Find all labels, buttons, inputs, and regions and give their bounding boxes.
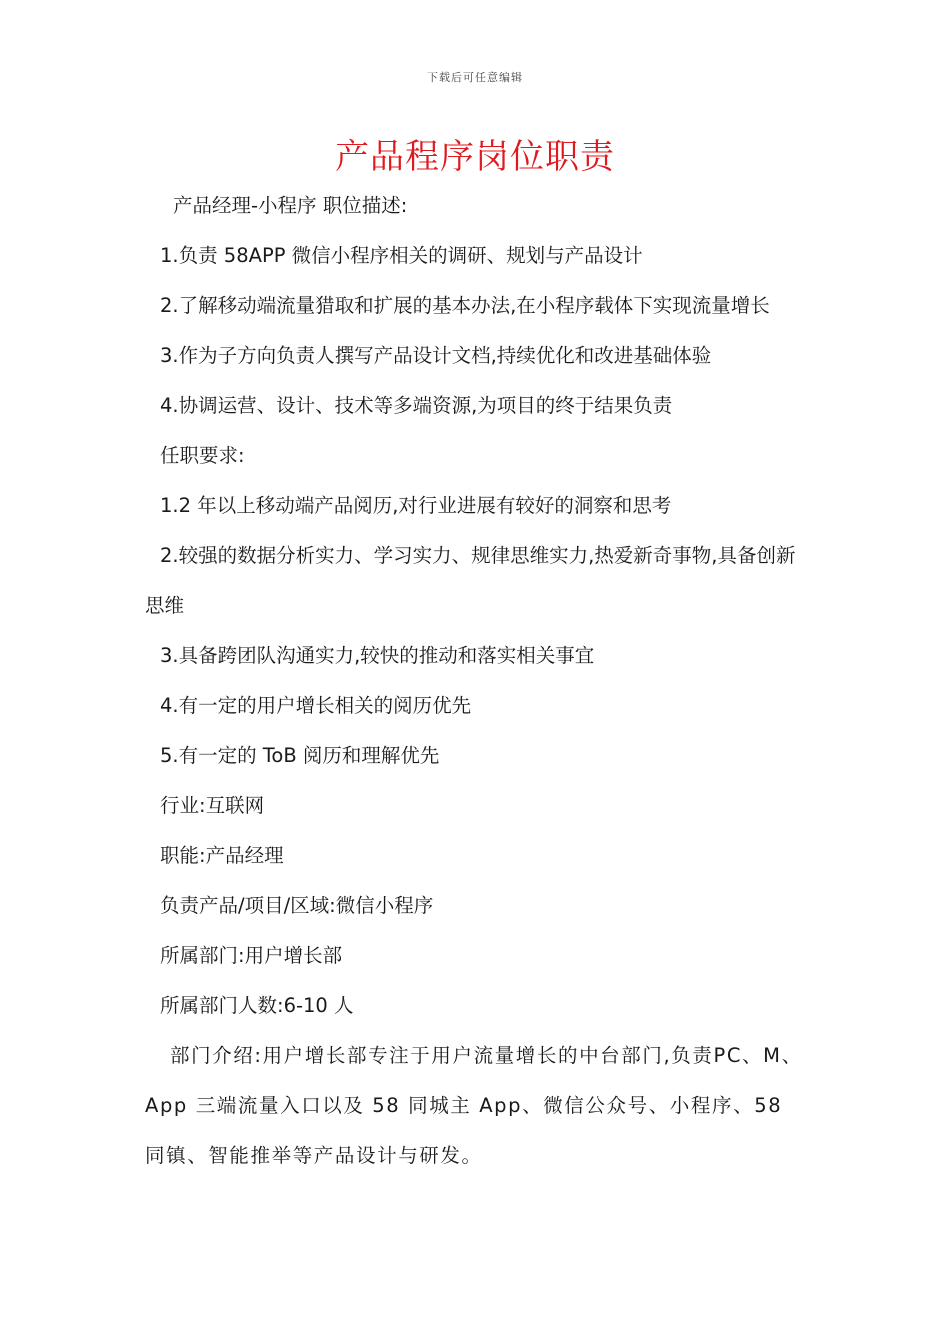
info-industry: 行业:互联网: [160, 794, 265, 817]
job-description-lead: 产品经理-小程序 职位描述:: [173, 194, 408, 217]
document-title: 产品程序岗位职责: [335, 137, 615, 177]
duty-item-4: 4.协调运营、设计、技术等多端资源,为项目的终于结果负责: [160, 394, 673, 417]
department-intro: 部门介绍:用户增长部专注于用户流量增长的中台部门,负责PC、M、App 三端流量入口以及 58 同城主 App、微信公众号、小程序、58 同镇、智能推举等产品设计与研发。: [145, 1044, 803, 1167]
requirement-item-1: 1.2 年以上移动端产品阅历,对行业进展有较好的洞察和思考: [160, 494, 672, 517]
duty-item-2: 2.了解移动端流量猎取和扩展的基本办法,在小程序载体下实现流量增长: [160, 294, 770, 317]
info-product-area: 负责产品/项目/区域:微信小程序: [160, 894, 434, 917]
info-department-size: 所属部门人数:6-10 人: [160, 994, 354, 1017]
requirement-item-4: 4.有一定的用户增长相关的阅历优先: [160, 694, 472, 717]
info-department: 所属部门:用户增长部: [160, 944, 343, 967]
document-body: [145, 181, 810, 1181]
info-function: 职能:产品经理: [160, 844, 284, 867]
duty-item-3: 3.作为子方向负责人撰写产品设计文档,持续优化和改进基础体验: [160, 344, 712, 367]
requirement-item-5: 5.有一定的 ToB 阅历和理解优先: [160, 744, 440, 767]
requirement-item-2: 2.较强的数据分析实力、学习实力、规律思维实力,热爱新奇事物,具备创新思维: [145, 544, 796, 617]
header-note: 下载后可任意编辑: [427, 71, 523, 84]
requirements-heading: 任职要求:: [160, 444, 245, 467]
duty-item-1: 1.负责 58APP 微信小程序相关的调研、规划与产品设计: [160, 244, 643, 267]
requirement-item-3: 3.具备跨团队沟通实力,较快的推动和落实相关事宜: [160, 644, 595, 667]
